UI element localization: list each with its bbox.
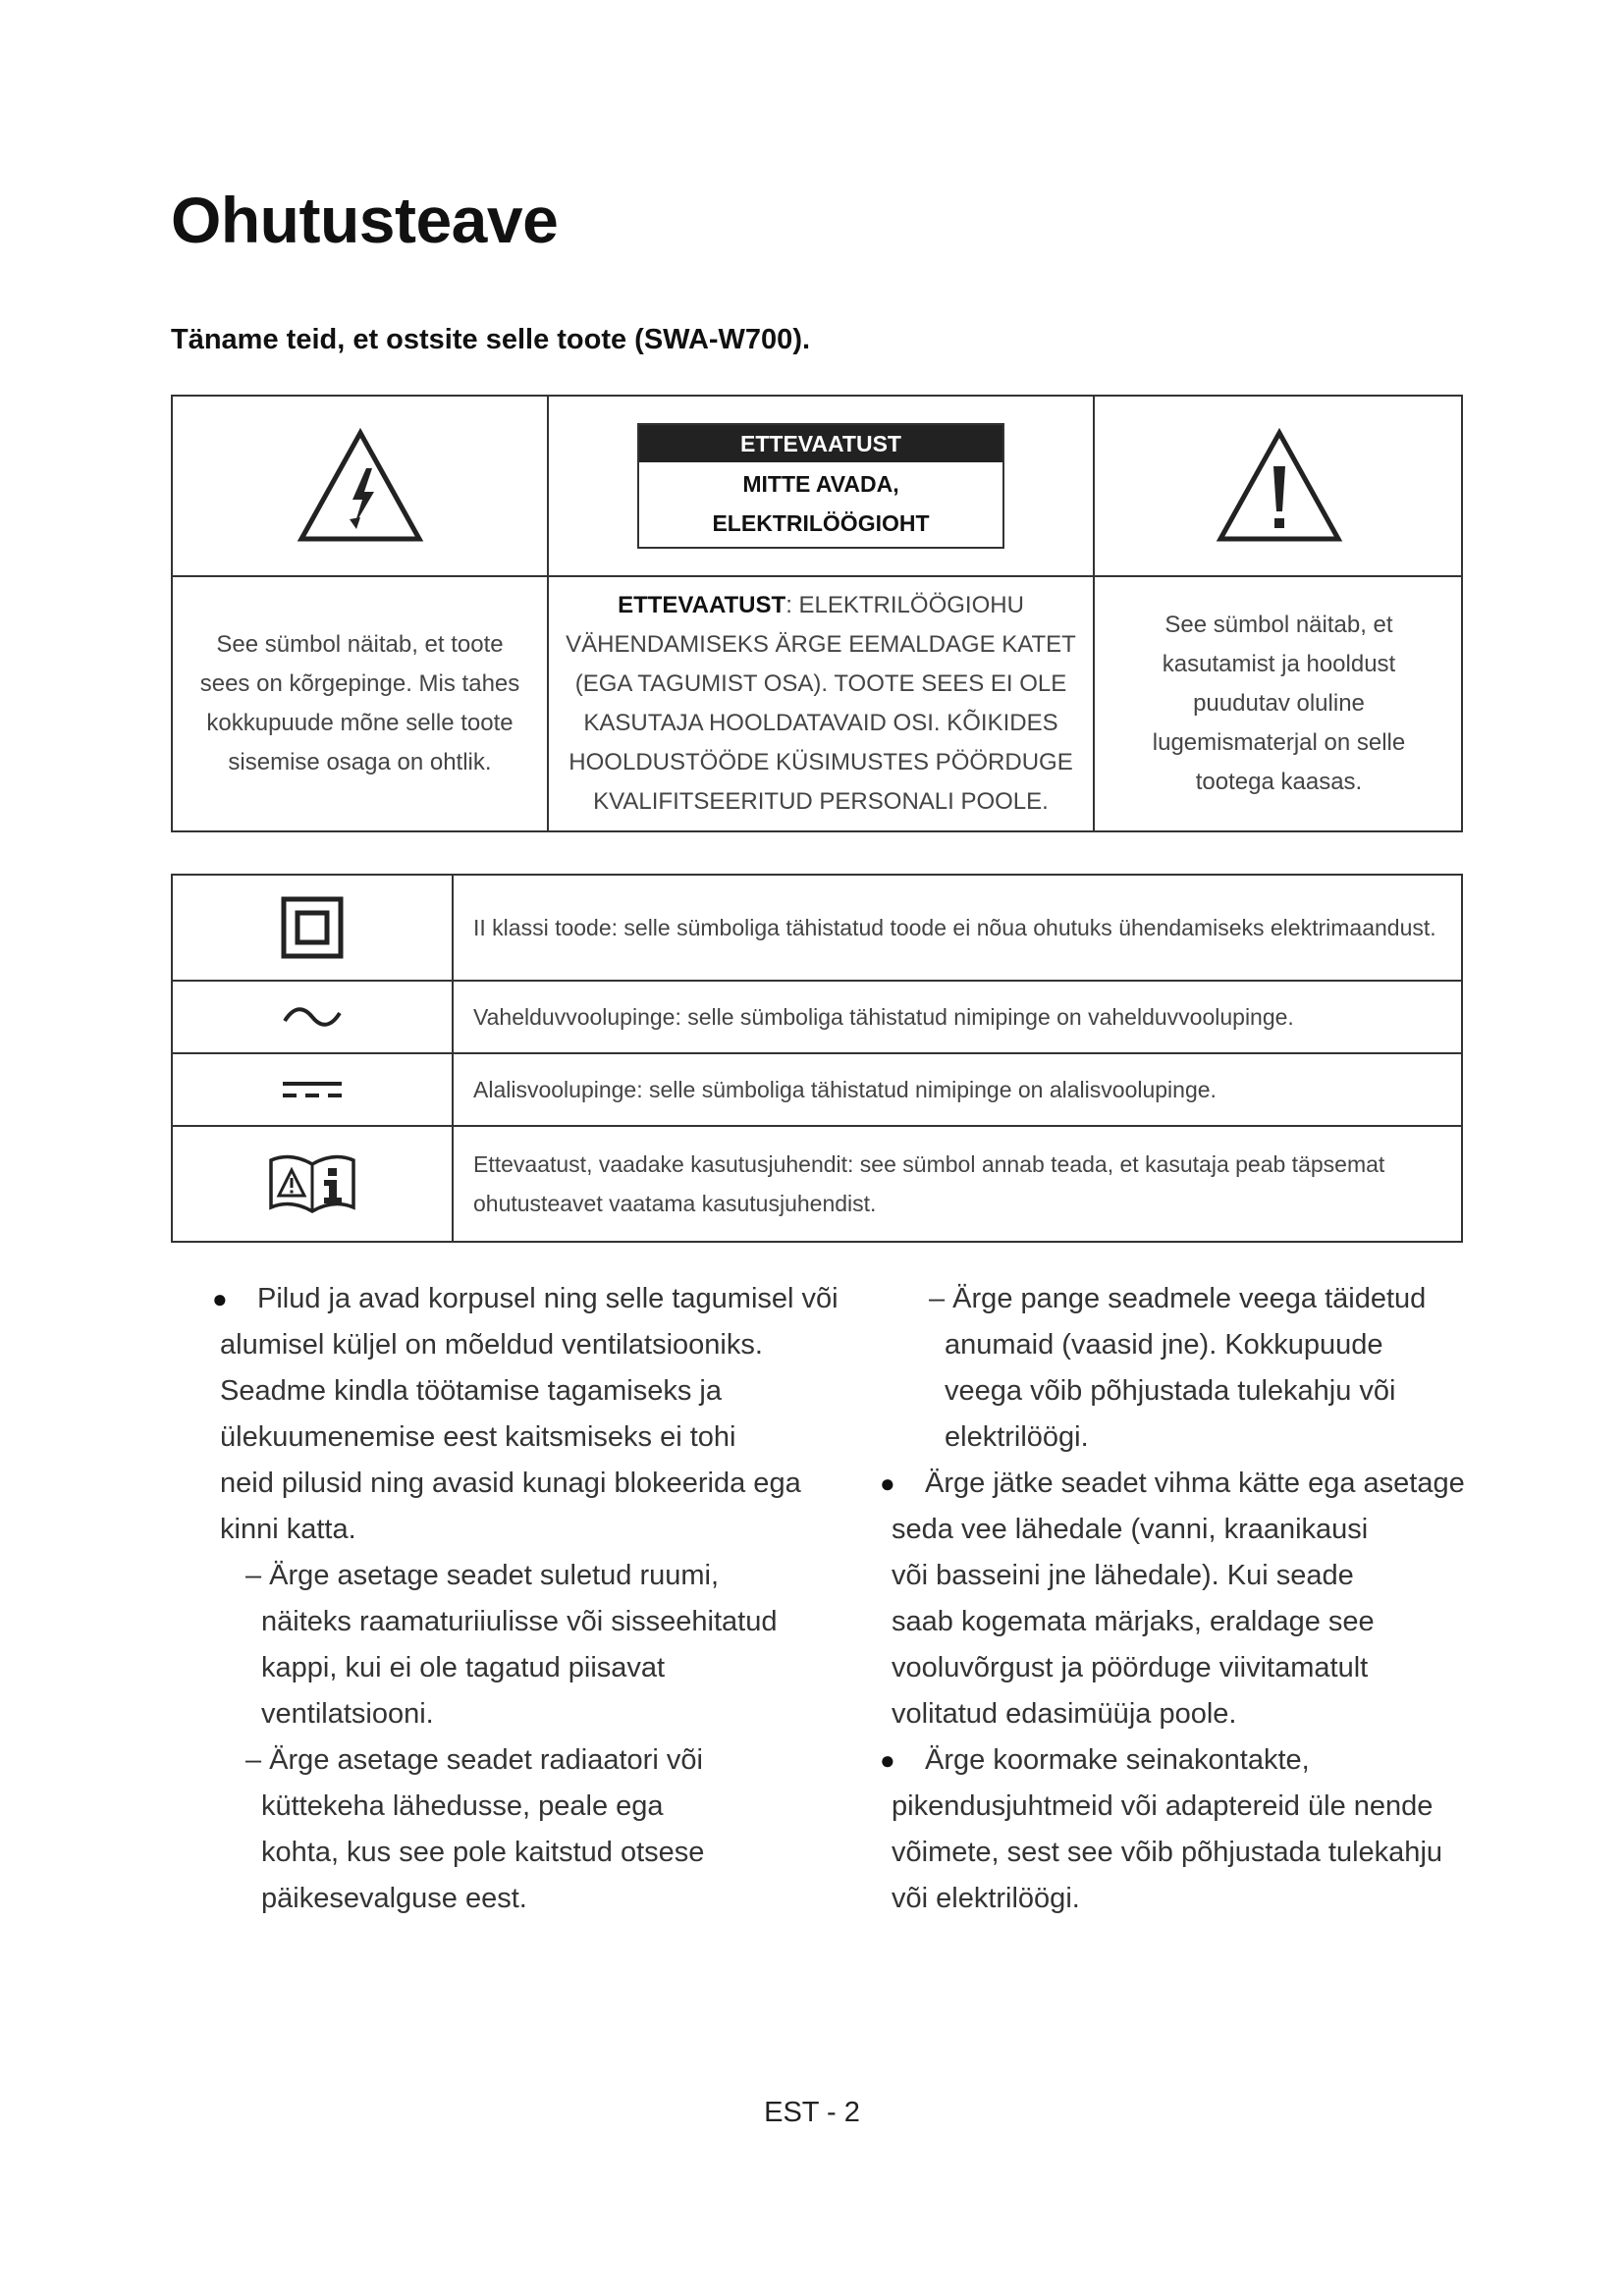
text-line: kasutamist ja hooldust (1162, 651, 1396, 677)
text-line: : ELEKTRILÖÖGIOHU (785, 592, 1024, 618)
text-line: ülekuumenemise eest kaitsmiseks ei tohi (220, 1421, 736, 1453)
text-line: – Ärge asetage seadet suletud ruumi, (245, 1560, 720, 1591)
caution-box-line: MITTE AVADA, (742, 471, 899, 497)
caution-box-head: ETTEVAATUST (639, 425, 1002, 462)
text-line: lugemismaterjal on selle (1152, 729, 1406, 756)
text-line: elektrilöögi. (945, 1421, 1089, 1453)
lightning-warning-icon (296, 427, 425, 545)
exclamation-warning-cell (1095, 397, 1463, 575)
text-line: Pilud ja avad korpusel ning selle tagumisel või (257, 1283, 839, 1314)
bullet-item (212, 1276, 848, 1553)
text-line: Ärge koormake seinakontakte, (925, 1744, 1310, 1776)
consult-manual-icon (267, 1152, 357, 1215)
text-line: seda vee lähedale (vanni, kraanikausi (892, 1514, 1369, 1545)
bullet-dot: ● (880, 1745, 895, 1775)
lightning-warning-cell (173, 397, 547, 575)
text-line: küttekeha lähedusse, peale ega (261, 1790, 664, 1822)
text-line: saab kogemata märjaks, eraldage see (892, 1606, 1375, 1637)
text-line: kohta, kus see pole kaitstud otsese (261, 1837, 705, 1868)
page-number: EST - 2 (764, 2097, 860, 2128)
caution-label-cell (549, 397, 1093, 575)
text-line: või elektrilöögi. (892, 1883, 1080, 1914)
caution-table (171, 395, 1463, 832)
text-line: (EGA TAGUMIST OSA). TOOTE SEES EI OLE (574, 670, 1067, 697)
caution-box (637, 423, 1004, 549)
exclamation-description (1095, 577, 1463, 830)
text-line: See sümbol näitab, et (1164, 612, 1393, 638)
symbol-row (173, 1054, 1461, 1127)
text-line: VÄHENDAMISEKS ÄRGE EEMALDAGE KATET (566, 631, 1076, 658)
caution-bold-label: ETTEVAATUST (618, 592, 786, 618)
class-ii-icon (281, 896, 344, 959)
text-line: alumisel küljel on mõeldud ventilatsiooniks. (220, 1329, 763, 1361)
text-line: Ärge jätke seadet vihma kätte ega asetage (925, 1468, 1465, 1499)
exclamation-warning-icon (1215, 427, 1344, 545)
page-subtitle: Täname teid, et ostsite selle toote (SWA-W700). (171, 324, 811, 355)
text-line: kokkupuude mõne selle toote (206, 710, 514, 736)
bullet-dot: ● (880, 1468, 895, 1498)
symbol-description: II klassi toode: selle sümboliga tähistatud toode ei nõua ohutuks ühendamiseks elektrimaandust. (473, 915, 1436, 940)
text-line: ventilatsiooni. (261, 1698, 434, 1730)
text-line: Seadme kindla töötamise tagamiseks ja (220, 1375, 722, 1407)
text-line: – Ärge pange seadmele veega täidetud (929, 1283, 1427, 1314)
text-line: sees on kõrgepinge. Mis tahes (199, 670, 520, 697)
text-line: vooluvõrgust ja pöörduge viivitamatult (892, 1652, 1369, 1683)
text-line: tootega kaasas. (1195, 769, 1363, 795)
symbol-row (173, 876, 1461, 982)
text-line: sisemise osaga on ohtlik. (228, 749, 492, 775)
lightning-description (173, 577, 547, 830)
symbol-description: Ettevaatust, vaadake kasutusjuhendit: see sümbol annab teada, et kasutaja peab täpsemat ohutusteavet vaatama kasutusjuhendist. (473, 1151, 1385, 1216)
text-line: päikesevalguse eest. (261, 1883, 527, 1914)
symbol-row (173, 1127, 1461, 1241)
text-line: See sümbol näitab, et toote (216, 631, 504, 658)
bullet-item (880, 1737, 1481, 1922)
text-line: KASUTAJA HOOLDATAVAID OSI. KÕIKIDES (583, 710, 1058, 736)
text-line: veega võib põhjustada tulekahju või (945, 1375, 1396, 1407)
bullet-dot: ● (212, 1284, 228, 1313)
text-line: – Ärge asetage seadet radiaatori või (245, 1744, 703, 1776)
dash-item (220, 1553, 848, 1737)
text-line: neid pilusid ning avasid kunagi blokeerida ega (220, 1468, 801, 1499)
caution-box-line: ELEKTRILÖÖGIOHT (712, 510, 930, 536)
ac-voltage-icon (281, 1005, 344, 1029)
caution-description (549, 577, 1093, 830)
symbol-description: Alalisvoolupinge: selle sümboliga tähistatud nimipinge on alalisvoolupinge. (473, 1077, 1217, 1102)
text-line: võimete, sest see võib põhjustada tulekahju (892, 1837, 1443, 1868)
symbol-table (171, 874, 1463, 1243)
right-column (880, 1276, 1481, 1922)
dc-voltage-icon (281, 1078, 344, 1101)
text-line: volitatud edasimüüja poole. (892, 1698, 1237, 1730)
text-line: kinni katta. (220, 1514, 356, 1545)
dash-item (220, 1737, 848, 1922)
text-line: kappi, kui ei ole tagatud piisavat (261, 1652, 666, 1683)
text-line: HOOLDUSTÖÖDE KÜSIMUSTES PÖÖRDUGE (568, 749, 1073, 775)
text-line: puudutav oluline (1193, 690, 1365, 717)
text-line: näiteks raamaturiiulisse või sisseehitatud (261, 1606, 778, 1637)
left-column (212, 1276, 848, 1922)
text-line: pikendusjuhtmeid või adaptereid üle nende (892, 1790, 1434, 1822)
text-line: anumaid (vaasid jne). Kokkupuude (945, 1329, 1383, 1361)
symbol-row (173, 982, 1461, 1054)
symbol-description: Vahelduvvoolupinge: selle sümboliga tähistatud nimipinge on vahelduvvoolupinge. (473, 1004, 1294, 1030)
page-title: Ohutusteave (171, 184, 559, 256)
text-line: või basseini jne lähedale). Kui seade (892, 1560, 1354, 1591)
dash-item (892, 1276, 1481, 1461)
bullet-item (880, 1461, 1481, 1737)
text-line: KVALIFITSEERITUD PERSONALI POOLE. (593, 788, 1049, 815)
